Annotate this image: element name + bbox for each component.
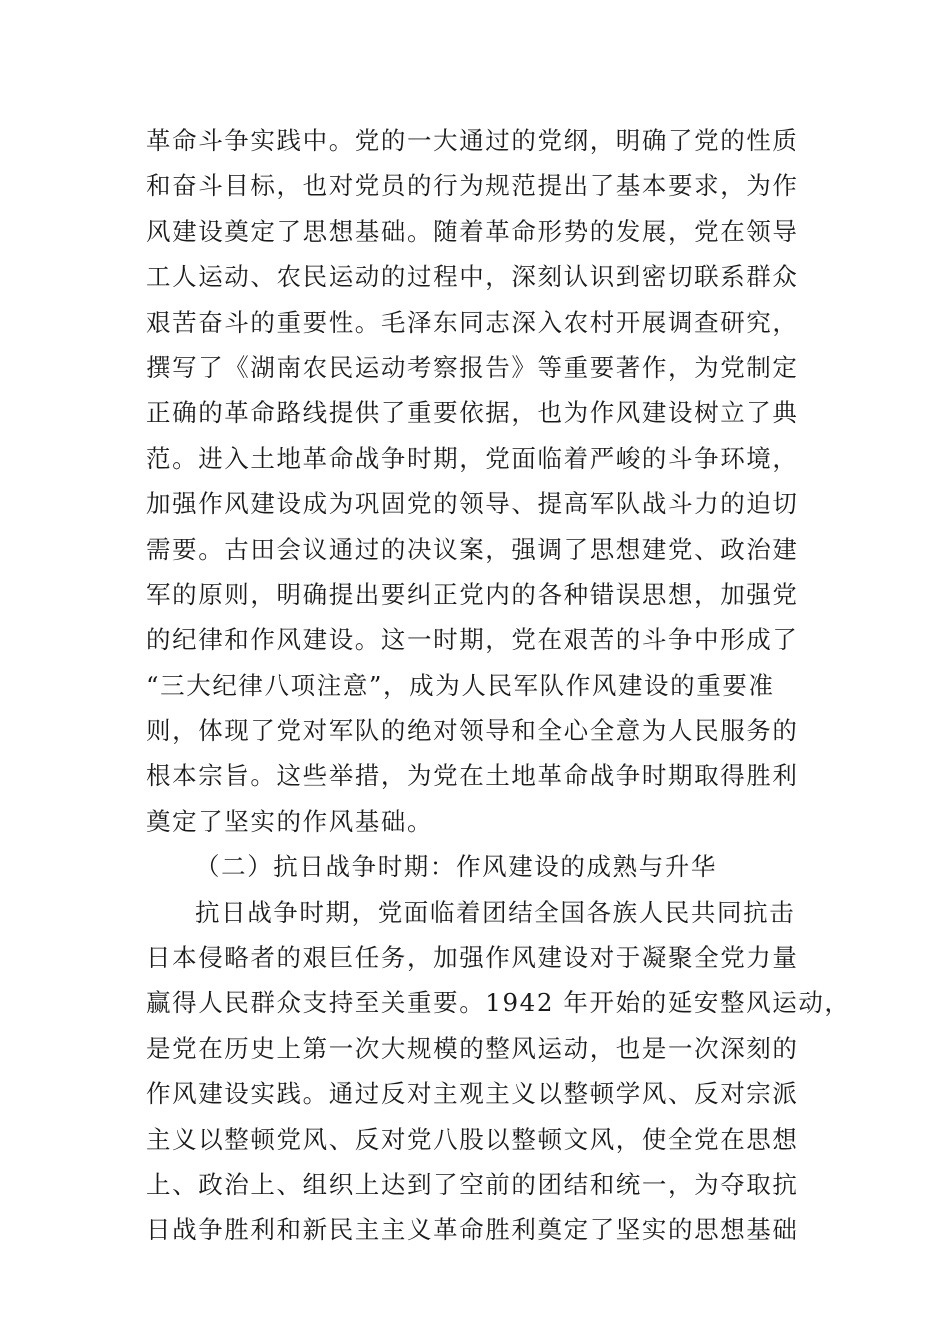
text-line: 加强作风建设成为巩固党的领导、提高军队战斗力的迫切 — [146, 489, 799, 519]
text-line: 日本侵略者的艰巨任务，加强作风建设对于凝聚全党力量 — [146, 943, 799, 973]
text-line: 军的原则，明确提出要纠正党内的各种错误思想，加强党 — [146, 579, 799, 609]
text-line: 根本宗旨。这些举措，为党在土地革命战争时期取得胜利 — [146, 761, 799, 791]
text-line: 上、政治上、组织上达到了空前的团结和统一，为夺取抗 — [146, 1169, 799, 1199]
text-line: 风建设奠定了思想基础。随着革命形势的发展，党在领导 — [146, 216, 799, 246]
text-line: 和奋斗目标，也对党员的行为规范提出了基本要求，为作 — [146, 171, 799, 201]
text-line: 的纪律和作风建设。这一时期，党在艰苦的斗争中形成了 — [146, 625, 799, 655]
paragraph-2 — [146, 890, 851, 1253]
text-line: 工人运动、农民运动的过程中，深刻认识到密切联系群众 — [146, 262, 799, 292]
text-line: 需要。古田会议通过的决议案，强调了思想建党、政治建 — [146, 534, 799, 564]
section-heading: （二）抗日战争时期：作风建设的成熟与升华 — [195, 852, 717, 882]
text-line: 则，体现了党对军队的绝对领导和全心全意为人民服务的 — [146, 716, 799, 746]
text-line: 抗日战争时期，党面临着团结全国各族人民共同抗击 — [195, 897, 796, 927]
text-line: 日战争胜利和新民主主义革命胜利奠定了坚实的思想基础 — [146, 1215, 799, 1245]
text-line: 正确的革命路线提供了重要依据，也为作风建设树立了典 — [146, 398, 799, 428]
text-line: 奠定了坚实的作风基础。 — [146, 806, 434, 836]
text-line: 撰写了《湖南农民运动考察报告》等重要著作，为党制定 — [146, 352, 799, 382]
text-line: “三大纪律八项注意”，成为人民军队作风建设的重要准 — [146, 670, 775, 700]
text-line: 艰苦奋斗的重要性。毛泽东同志深入农村开展调查研究， — [146, 307, 799, 337]
document-body — [146, 118, 851, 1253]
text-line: 范。进入土地革命战争时期，党面临着严峻的斗争环境， — [146, 443, 799, 473]
paragraph-1 — [146, 118, 826, 844]
text-line: 主义以整顿党风、反对党八股以整顿文风，使全党在思想 — [146, 1124, 799, 1154]
text-line: 革命斗争实践中。党的一大通过的党纲，明确了党的性质 — [146, 126, 799, 155]
text-line: 赢得人民群众支持至关重要。1942 年开始的延安整风运动， — [146, 988, 851, 1018]
text-line: 是党在历史上第一次大规模的整风运动，也是一次深刻的 — [146, 1033, 799, 1063]
text-line: 作风建设实践。通过反对主观主义以整顿学风、反对宗派 — [146, 1079, 799, 1109]
